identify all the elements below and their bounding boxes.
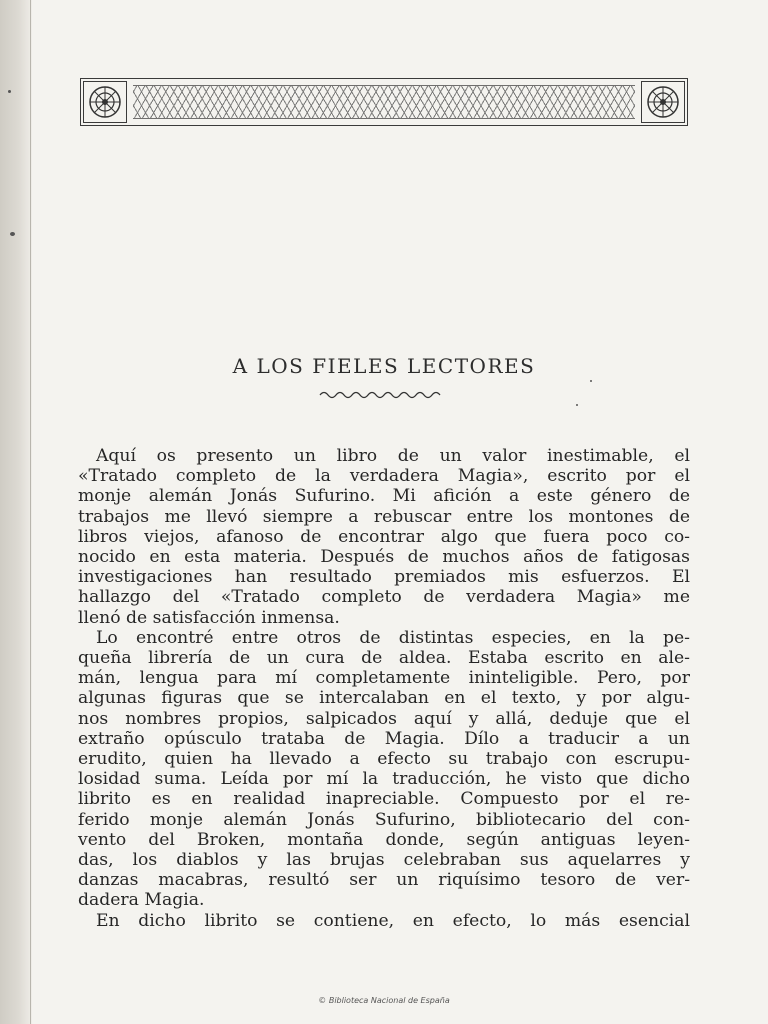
text-line: ferido monje alemán Jonás Sufurino, bibliotecario del con- (78, 809, 690, 830)
text-line: danzas macabras, resultó ser un riquísimo tesoro de ver- (78, 870, 690, 891)
text-line: das, los diablos y las brujas celebraban sus aquelarres y (78, 850, 690, 871)
text-line: Aquí os presento un libro de un valor inestimable, el (96, 446, 690, 466)
text-line: mán, lengua para mí completamente ininteligible. Pero, por (78, 668, 690, 689)
text-line: Lo encontré entre otros de distintas especies, en la pe- (96, 627, 690, 648)
paper-speck (10, 232, 15, 236)
decorative-headpiece (80, 78, 688, 126)
text-line: libros viejos, afanoso de encontrar algo que fuera poco co- (78, 526, 690, 547)
rosette-ornament-icon (83, 81, 127, 123)
text-line: hallazgo del «Tratado completo de verdadera Magia» me (78, 587, 690, 608)
library-credit: © Biblioteca Nacional de España (318, 996, 450, 1005)
wavy-rule-icon (318, 388, 442, 402)
text-line: erudito, quien ha llevado a efecto su trabajo con escrupu- (78, 749, 690, 770)
text-line: dadera Magia. (78, 890, 205, 911)
paper-speck (590, 380, 592, 382)
text-line: investigaciones han resultado premiados mis esfuerzos. El (78, 567, 690, 588)
rosette-ornament-icon (641, 81, 685, 123)
chapter-heading: A LOS FIELES LECTORES (232, 354, 536, 378)
text-line: librito es en realidad inapreciable. Compuesto por el re- (78, 789, 690, 810)
text-line: trabajos me llevó siempre a rebuscar entre los montones de (78, 506, 690, 527)
ornamental-band (133, 85, 635, 119)
body-text (78, 446, 690, 931)
text-line: llenó de satisfacción inmensa. (78, 607, 340, 628)
paper-speck (8, 90, 11, 93)
text-line: «Tratado completo de la verdadera Magia», escrito por el (78, 466, 690, 487)
text-line: nos nombres propios, salpicados aquí y allá, deduje que el (78, 708, 690, 729)
text-line: nocido en esta materia. Después de muchos años de fatigosas (78, 547, 690, 568)
paper-speck (576, 404, 578, 406)
text-line: algunas figuras que se intercalaban en el texto, y por algu- (78, 688, 690, 709)
text-line: En dicho librito se contiene, en efecto, lo más esencial (96, 910, 690, 931)
page-binding-edge (0, 0, 32, 1024)
text-line: vento del Broken, montaña donde, según antiguas leyen- (78, 829, 690, 850)
page-fold-line (30, 0, 31, 1024)
text-line: queña librería de un cura de aldea. Estaba escrito en ale- (78, 648, 690, 669)
text-line: losidad suma. Leída por mí la traducción, he visto que dicho (78, 769, 690, 790)
text-line: extraño opúsculo trataba de Magia. Dílo a traducir a un (78, 728, 690, 749)
text-line: monje alemán Jonás Sufurino. Mi afición a este género de (78, 486, 690, 507)
